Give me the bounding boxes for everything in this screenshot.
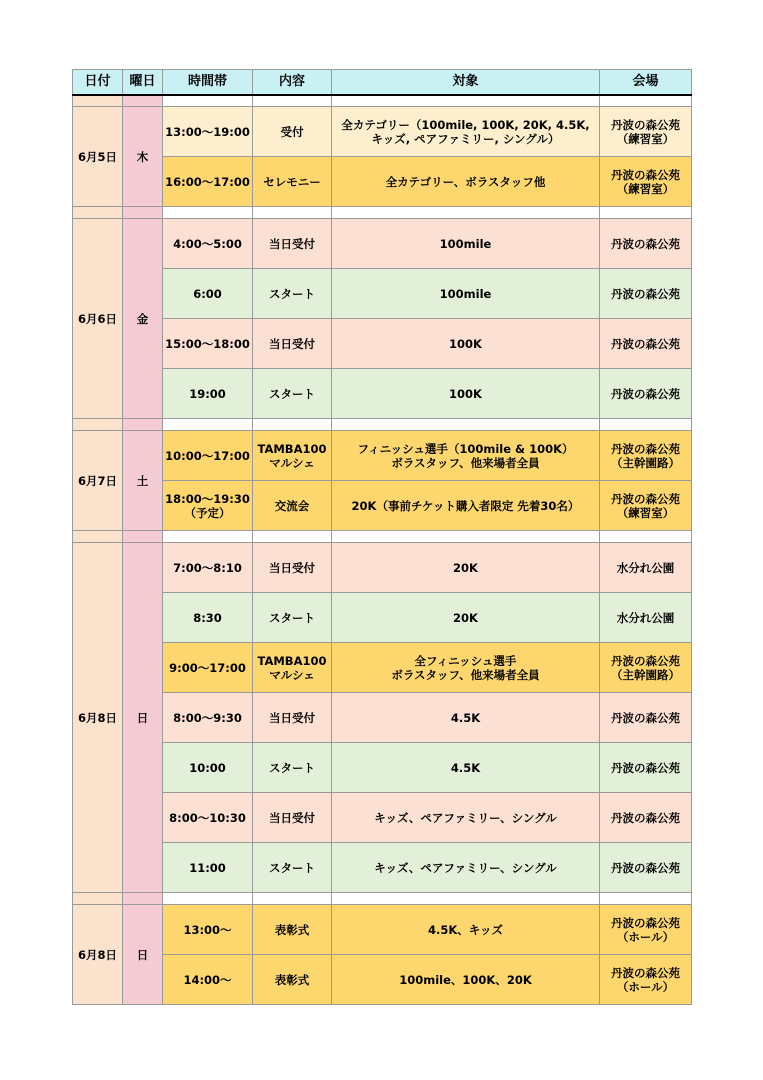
venue-cell <box>600 369 692 419</box>
spacer-cell <box>332 95 600 107</box>
content-cell-line: スタート <box>269 760 315 775</box>
spacer-cell <box>253 893 332 905</box>
venue-cell-line: 丹波の森公苑 <box>611 860 680 875</box>
schedule-row <box>73 431 692 481</box>
venue-cell <box>600 843 692 893</box>
content-cell <box>253 793 332 843</box>
time-cell <box>163 319 253 369</box>
schedule-table <box>72 69 692 1005</box>
time-cell-line: 15:00～18:00 <box>165 336 250 351</box>
date-cell: 6月7日 <box>73 431 123 531</box>
content-cell-line: スタート <box>269 860 315 875</box>
time-cell-line: 8:00～10:30 <box>169 810 246 825</box>
content-cell-line: 当日受付 <box>269 560 315 575</box>
time-cell-line: 16:00～17:00 <box>165 174 250 189</box>
content-cell <box>253 431 332 481</box>
spacer-cell <box>253 419 332 431</box>
venue-cell-line: （練習室） <box>616 181 675 196</box>
spacer-cell <box>332 893 600 905</box>
venue-cell <box>600 593 692 643</box>
target-cell-line: キッズ、ペアファミリー、シングル <box>374 810 557 825</box>
venue-cell-line: 丹波の森公苑 <box>611 236 680 251</box>
content-cell <box>253 543 332 593</box>
content-cell-line: 当日受付 <box>269 810 315 825</box>
time-cell <box>163 843 253 893</box>
venue-cell-line: 丹波の森公苑 <box>611 441 680 456</box>
spacer-cell <box>123 893 163 905</box>
schedule-row <box>73 319 692 369</box>
target-cell-line: 全カテゴリー、ボラスタッフ他 <box>385 174 546 189</box>
time-cell-line: 6:00 <box>193 286 222 301</box>
content-cell <box>253 593 332 643</box>
time-cell-line: 18:00～19:30 <box>165 491 250 506</box>
schedule-row <box>73 481 692 531</box>
target-cell <box>332 481 600 531</box>
time-cell-line: 11:00 <box>189 860 226 875</box>
time-cell-line: 4:00～5:00 <box>173 236 242 251</box>
time-cell-line: 13:00～ <box>183 922 232 937</box>
content-cell <box>253 219 332 269</box>
spacer-cell <box>600 95 692 107</box>
venue-cell-line: 丹波の森公苑 <box>611 117 680 132</box>
spacer-cell <box>163 531 253 543</box>
time-cell <box>163 157 253 207</box>
content-cell <box>253 643 332 693</box>
weekday-cell: 土 <box>123 431 163 531</box>
date-cell: 6月8日 <box>73 543 123 893</box>
spacer-cell <box>600 207 692 219</box>
target-cell <box>332 543 600 593</box>
venue-cell-line: 丹波の森公苑 <box>611 491 680 506</box>
venue-cell <box>600 157 692 207</box>
schedule-row <box>73 793 692 843</box>
target-cell <box>332 369 600 419</box>
target-cell-line: 100K <box>449 336 482 351</box>
time-cell <box>163 693 253 743</box>
venue-cell-line: 丹波の森公苑 <box>611 167 680 182</box>
content-cell-line: 表彰式 <box>274 972 310 987</box>
weekday-cell: 日 <box>123 543 163 893</box>
target-cell-line: 全カテゴリー（100mile, 100K, 20K, 4.5K, <box>341 117 590 132</box>
spacer-cell <box>600 893 692 905</box>
time-cell <box>163 643 253 693</box>
schedule-row <box>73 905 692 955</box>
target-cell <box>332 157 600 207</box>
content-cell <box>253 107 332 157</box>
venue-cell-line: 丹波の森公苑 <box>611 286 680 301</box>
target-cell-line: 4.5K <box>450 760 481 775</box>
spacer-cell <box>73 419 123 431</box>
target-cell-line: 全フィニッシュ選手 <box>414 653 517 668</box>
target-cell-line: キッズ、ペアファミリー、シングル <box>374 860 557 875</box>
spacer-cell <box>73 893 123 905</box>
content-cell-line: マルシェ <box>269 667 315 682</box>
target-cell-line: 4.5K <box>450 710 481 725</box>
group-spacer <box>73 531 692 543</box>
time-cell <box>163 219 253 269</box>
header-time: 時間帯 <box>163 70 253 96</box>
content-cell <box>253 481 332 531</box>
target-cell-line: 20K（事前チケット購入者限定 先着30名） <box>351 498 580 513</box>
target-cell-line: 100mile、100K、20K <box>399 972 532 987</box>
spacer-cell <box>163 95 253 107</box>
venue-cell-line: （ホール） <box>616 979 675 994</box>
schedule-row <box>73 693 692 743</box>
venue-cell <box>600 643 692 693</box>
spacer-cell <box>332 531 600 543</box>
content-cell <box>253 693 332 743</box>
content-cell <box>253 955 332 1005</box>
spacer-cell <box>163 419 253 431</box>
group-spacer <box>73 207 692 219</box>
schedule-row <box>73 593 692 643</box>
header-target: 対象 <box>332 70 600 96</box>
weekday-cell: 日 <box>123 905 163 1005</box>
venue-cell <box>600 319 692 369</box>
target-cell <box>332 219 600 269</box>
weekday-cell: 木 <box>123 107 163 207</box>
venue-cell <box>600 693 692 743</box>
content-cell <box>253 319 332 369</box>
content-cell-line: 当日受付 <box>269 336 315 351</box>
content-cell-line: 表彰式 <box>274 922 310 937</box>
venue-cell-line: 丹波の森公苑 <box>611 915 680 930</box>
spacer-cell <box>73 531 123 543</box>
content-cell-line: 当日受付 <box>269 236 315 251</box>
target-cell-line: ボラスタッフ、他来場者全員 <box>391 667 540 682</box>
target-cell <box>332 693 600 743</box>
schedule-row <box>73 843 692 893</box>
spacer-cell <box>123 95 163 107</box>
venue-cell-line: 丹波の森公苑 <box>611 386 680 401</box>
venue-cell <box>600 793 692 843</box>
schedule-row <box>73 643 692 693</box>
venue-cell-line: 丹波の森公苑 <box>611 965 680 980</box>
schedule-row <box>73 743 692 793</box>
time-cell <box>163 905 253 955</box>
spacer-cell <box>600 419 692 431</box>
time-cell <box>163 107 253 157</box>
venue-cell <box>600 905 692 955</box>
venue-cell-line: 水分れ公園 <box>616 610 675 625</box>
spacer-cell <box>123 419 163 431</box>
venue-cell-line: 丹波の森公苑 <box>611 336 680 351</box>
content-cell <box>253 157 332 207</box>
time-cell-line: 13:00～19:00 <box>165 124 250 139</box>
target-cell <box>332 743 600 793</box>
schedule-row <box>73 219 692 269</box>
target-cell <box>332 431 600 481</box>
target-cell <box>332 843 600 893</box>
content-cell-line: 受付 <box>280 124 304 139</box>
content-cell-line: 交流会 <box>274 498 310 513</box>
venue-cell <box>600 107 692 157</box>
target-cell-line: キッズ, ペアファミリー, シングル） <box>371 131 560 146</box>
weekday-cell: 金 <box>123 219 163 419</box>
venue-cell <box>600 219 692 269</box>
spacer-cell <box>163 207 253 219</box>
venue-cell-line: 丹波の森公苑 <box>611 653 680 668</box>
venue-cell <box>600 955 692 1005</box>
content-cell-line: 当日受付 <box>269 710 315 725</box>
time-cell <box>163 431 253 481</box>
schedule-row <box>73 543 692 593</box>
time-cell <box>163 955 253 1005</box>
venue-cell-line: （ホール） <box>616 929 675 944</box>
target-cell <box>332 319 600 369</box>
content-cell-line: マルシェ <box>269 455 315 470</box>
time-cell-line: 9:00～17:00 <box>169 660 246 675</box>
time-cell-line: 10:00～17:00 <box>165 448 250 463</box>
group-spacer <box>73 893 692 905</box>
time-cell <box>163 793 253 843</box>
target-cell-line: 4.5K、キッズ <box>427 922 504 937</box>
spacer-cell <box>253 531 332 543</box>
date-cell: 6月5日 <box>73 107 123 207</box>
target-cell-line: 100K <box>449 386 482 401</box>
schedule-row <box>73 157 692 207</box>
venue-cell <box>600 743 692 793</box>
time-cell-line: 10:00 <box>189 760 226 775</box>
spacer-cell <box>600 531 692 543</box>
target-cell <box>332 593 600 643</box>
spacer-cell <box>123 207 163 219</box>
content-cell <box>253 743 332 793</box>
header-content: 内容 <box>253 70 332 96</box>
target-cell <box>332 107 600 157</box>
target-cell-line: 100mile <box>439 236 492 251</box>
spacer-cell <box>332 207 600 219</box>
venue-cell <box>600 481 692 531</box>
header-venue: 会場 <box>600 70 692 96</box>
time-cell <box>163 269 253 319</box>
time-cell <box>163 369 253 419</box>
target-cell <box>332 955 600 1005</box>
target-cell <box>332 269 600 319</box>
schedule-row <box>73 369 692 419</box>
content-cell-line: スタート <box>269 386 315 401</box>
time-cell-line: 8:00～9:30 <box>173 710 242 725</box>
header-day: 曜日 <box>123 70 163 96</box>
spacer-cell <box>253 95 332 107</box>
venue-cell-line: （練習室） <box>616 505 675 520</box>
time-cell-line: 19:00 <box>189 386 226 401</box>
spacer-cell <box>73 207 123 219</box>
target-cell-line: ボラスタッフ、他来場者全員 <box>391 455 540 470</box>
target-cell <box>332 793 600 843</box>
spacer-cell <box>332 419 600 431</box>
venue-cell-line: （主幹園路） <box>611 667 680 682</box>
time-cell <box>163 743 253 793</box>
target-cell <box>332 905 600 955</box>
time-cell <box>163 593 253 643</box>
target-cell-line: 100mile <box>439 286 492 301</box>
content-cell-line: TAMBA100 <box>257 441 327 456</box>
content-cell <box>253 905 332 955</box>
content-cell <box>253 269 332 319</box>
content-cell-line: セレモニー <box>263 174 321 189</box>
venue-cell-line: （練習室） <box>616 131 675 146</box>
content-cell-line: スタート <box>269 610 315 625</box>
venue-cell-line: 水分れ公園 <box>616 560 675 575</box>
time-cell <box>163 543 253 593</box>
date-cell: 6月6日 <box>73 219 123 419</box>
venue-cell <box>600 431 692 481</box>
time-cell-line: 14:00～ <box>183 972 232 987</box>
header-date: 日付 <box>73 70 123 96</box>
content-cell-line: スタート <box>269 286 315 301</box>
schedule-row <box>73 955 692 1005</box>
group-spacer <box>73 419 692 431</box>
time-cell-line: 7:00～8:10 <box>173 560 242 575</box>
date-cell: 6月8日 <box>73 905 123 1005</box>
spacer-cell <box>253 207 332 219</box>
venue-cell-line: 丹波の森公苑 <box>611 810 680 825</box>
time-cell <box>163 481 253 531</box>
schedule-body <box>73 70 692 1005</box>
target-cell <box>332 643 600 693</box>
schedule-row <box>73 269 692 319</box>
venue-cell-line: （主幹園路） <box>611 455 680 470</box>
venue-cell <box>600 543 692 593</box>
spacer-cell <box>73 95 123 107</box>
time-cell-line: 8:30 <box>193 610 222 625</box>
spacer-cell <box>123 531 163 543</box>
venue-cell-line: 丹波の森公苑 <box>611 760 680 775</box>
header-row <box>73 70 692 96</box>
group-spacer <box>73 95 692 107</box>
content-cell <box>253 369 332 419</box>
time-cell-line: （予定） <box>184 505 231 520</box>
schedule-row <box>73 107 692 157</box>
venue-cell <box>600 269 692 319</box>
venue-cell-line: 丹波の森公苑 <box>611 710 680 725</box>
target-cell-line: 20K <box>453 610 478 625</box>
content-cell-line: TAMBA100 <box>257 653 327 668</box>
content-cell <box>253 843 332 893</box>
target-cell-line: 20K <box>453 560 478 575</box>
spacer-cell <box>163 893 253 905</box>
target-cell-line: フィニッシュ選手（100mile & 100K） <box>357 441 574 456</box>
